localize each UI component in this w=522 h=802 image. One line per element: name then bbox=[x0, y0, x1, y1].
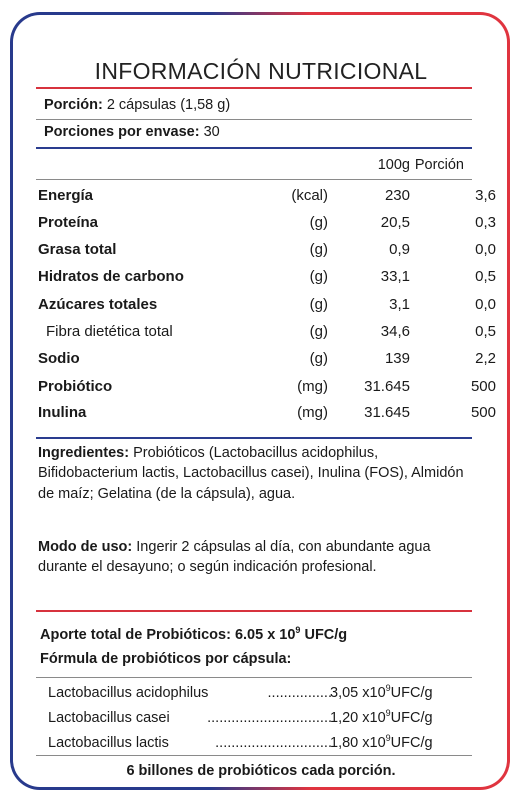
nutrient-name: Proteína bbox=[38, 214, 99, 231]
strain-unit: UFC/g bbox=[390, 710, 433, 726]
divider-blue-mid bbox=[36, 437, 472, 439]
strain-exponent: 9 bbox=[385, 683, 391, 693]
nutrient-portion: 500 bbox=[470, 404, 496, 421]
nutrient-unit: (g) bbox=[309, 214, 328, 231]
formula-label: Fórmula de probióticos por cápsula: bbox=[40, 651, 292, 667]
strain-unit: UFC/g bbox=[390, 685, 433, 701]
divider-formula bbox=[36, 677, 472, 678]
strain-dots: ................ bbox=[267, 685, 332, 701]
nutrient-unit: (kcal) bbox=[291, 187, 328, 204]
aporte-total bbox=[40, 627, 347, 643]
nutrient-portion: 0,3 bbox=[475, 214, 496, 231]
nutrition-row bbox=[36, 350, 496, 376]
column-header-100g: 100g bbox=[377, 157, 410, 173]
strain-unit: UFC/g bbox=[390, 735, 433, 751]
strain-name: Lactobacillus lactis bbox=[48, 735, 169, 751]
nutrient-portion: 0,5 bbox=[475, 268, 496, 285]
serving-size-label: Porción: bbox=[44, 97, 103, 113]
nutrition-row bbox=[36, 404, 496, 430]
strain-row bbox=[48, 710, 468, 732]
nutrient-portion: 0,5 bbox=[475, 323, 496, 340]
nutrient-unit: (g) bbox=[309, 241, 328, 258]
divider-header bbox=[36, 179, 472, 180]
servings-per-container bbox=[44, 124, 220, 140]
footer-text: 6 billones de probióticos cada porción. bbox=[126, 763, 396, 779]
nutrition-row bbox=[36, 214, 496, 240]
nutrient-name: Azúcares totales bbox=[38, 296, 158, 313]
servings-label: Porciones por envase: bbox=[44, 124, 200, 140]
nutrient-portion: 500 bbox=[470, 378, 496, 395]
nutrition-row bbox=[36, 323, 496, 349]
nutrient-per100: 0,9 bbox=[389, 241, 410, 258]
nutrient-name: Hidratos de carbono bbox=[38, 268, 184, 285]
divider-bottom bbox=[36, 755, 472, 756]
nutrition-row bbox=[36, 268, 496, 294]
aporte-unit: UFC/g bbox=[300, 627, 348, 643]
strain-value bbox=[330, 735, 433, 751]
aporte-label: Aporte total de Probióticos: 6.05 x 10 bbox=[40, 627, 296, 643]
nutrient-per100: 230 bbox=[384, 187, 410, 204]
strain-count: 3,05 x10 bbox=[330, 685, 386, 701]
nutrient-unit: (mg) bbox=[297, 378, 328, 395]
nutrient-portion: 0,0 bbox=[475, 296, 496, 313]
nutrient-name: Inulina bbox=[38, 404, 87, 421]
strain-name: Lactobacillus acidophilus bbox=[48, 685, 209, 701]
strain-exponent: 9 bbox=[385, 733, 391, 743]
ingredients-block bbox=[38, 443, 478, 504]
nutrient-unit: (g) bbox=[309, 268, 328, 285]
strain-exponent: 9 bbox=[385, 708, 391, 718]
ingredients-label: Ingredientes: bbox=[38, 445, 130, 461]
nutrient-portion: 0,0 bbox=[475, 241, 496, 258]
nutrition-row bbox=[36, 378, 496, 404]
usage-text: Ingerir 2 cápsulas al día, con abundante agua durante el desayuno; o según indicación profesional. bbox=[38, 539, 431, 576]
divider-title bbox=[36, 87, 472, 89]
nutrient-unit: (mg) bbox=[297, 404, 328, 421]
nutrient-portion: 2,2 bbox=[475, 350, 496, 367]
divider-serving bbox=[36, 119, 472, 120]
nutrient-name: Probiótico bbox=[38, 378, 113, 395]
aporte-exponent: 9 bbox=[295, 625, 301, 635]
nutrient-per100: 3,1 bbox=[389, 296, 410, 313]
divider-blue-top bbox=[36, 147, 472, 149]
nutrient-name: Sodio bbox=[38, 350, 80, 367]
nutrient-per100: 20,5 bbox=[380, 214, 410, 231]
nutrient-portion: 3,6 bbox=[475, 187, 496, 204]
nutrient-unit: (g) bbox=[309, 350, 328, 367]
strain-dots: ............................... bbox=[207, 710, 332, 726]
divider-red-mid bbox=[36, 610, 472, 612]
nutrition-row bbox=[36, 187, 496, 213]
strain-value bbox=[330, 710, 433, 726]
nutrient-name: Energía bbox=[38, 187, 94, 204]
nutrient-per100: 33,1 bbox=[380, 268, 410, 285]
strain-value bbox=[330, 685, 433, 701]
nutrient-per100: 31.645 bbox=[364, 404, 410, 421]
usage-block bbox=[38, 537, 478, 578]
nutrient-name: Fibra dietética total bbox=[46, 323, 173, 340]
nutrition-row bbox=[36, 241, 496, 267]
column-header-portion: Porción bbox=[414, 157, 464, 173]
serving-size-value: 2 cápsulas (1,58 g) bbox=[106, 97, 231, 113]
strain-row bbox=[48, 685, 468, 707]
nutrient-per100: 34,6 bbox=[380, 323, 410, 340]
nutrient-name: Grasa total bbox=[38, 241, 117, 258]
label-title: INFORMACIÓN NUTRICIONAL bbox=[94, 58, 428, 84]
nutrient-per100: 31.645 bbox=[364, 378, 410, 395]
nutrition-row bbox=[36, 296, 496, 322]
strain-dots: ............................. bbox=[215, 735, 332, 751]
strain-count: 1,80 x10 bbox=[330, 735, 386, 751]
strain-name: Lactobacillus casei bbox=[48, 710, 170, 726]
serving-size bbox=[44, 97, 230, 113]
ingredients-text: Probióticos (Lactobacillus acidophilus, Bifidobacterium lactis, Lactobacillus casei), Inulina (FOS), Almidón de maíz; Gelatina (de la cápsula), agua. bbox=[38, 445, 464, 502]
servings-value: 30 bbox=[203, 124, 220, 140]
strain-row bbox=[48, 735, 468, 757]
nutrient-per100: 139 bbox=[384, 350, 410, 367]
nutrient-unit: (g) bbox=[309, 323, 328, 340]
strain-count: 1,20 x10 bbox=[330, 710, 386, 726]
nutrient-unit: (g) bbox=[309, 296, 328, 313]
usage-label: Modo de uso: bbox=[38, 539, 133, 555]
